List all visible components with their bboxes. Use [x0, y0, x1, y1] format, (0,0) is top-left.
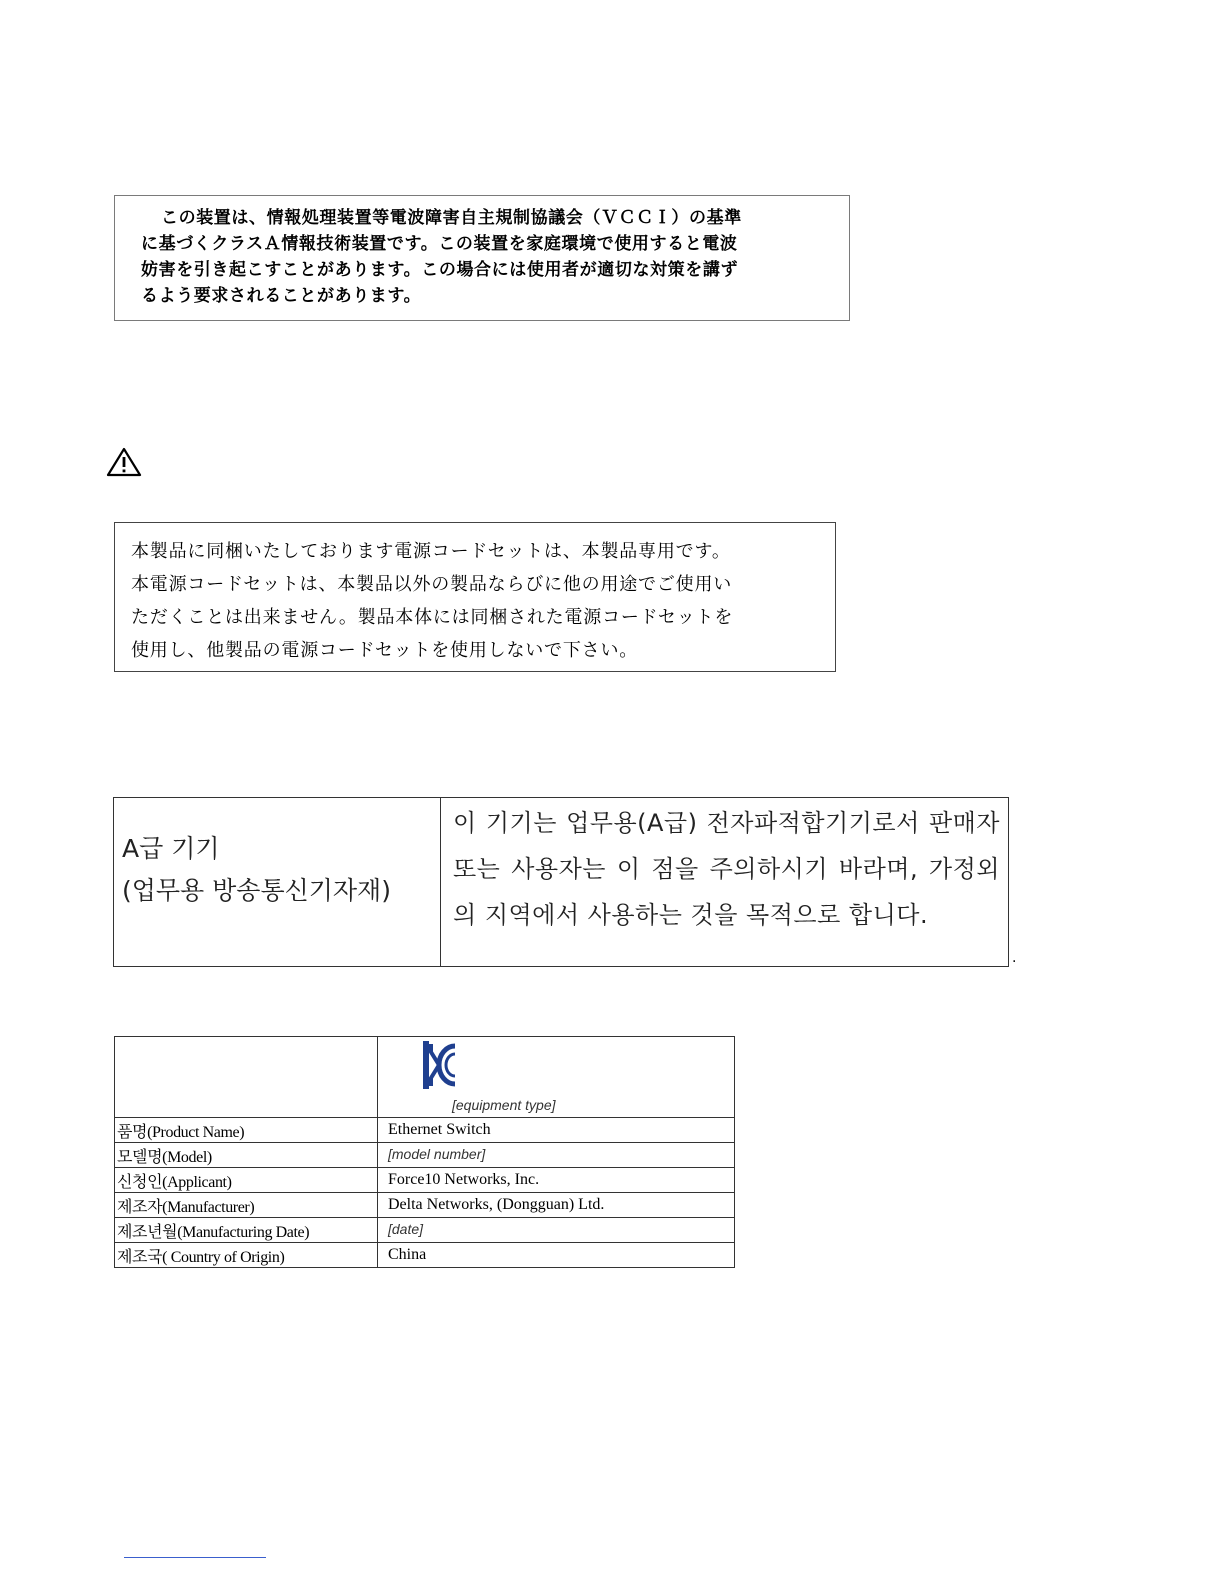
date-placeholder: [date]	[388, 1221, 424, 1237]
vcci-line-4: るよう要求されることがあります。	[141, 286, 422, 306]
kc-label-en: ( Country of Origin)	[162, 1248, 285, 1266]
vcci-line-3: 妨害を引き起こすことがあります。この場合には使用者が適切な対策を講ず	[141, 260, 739, 280]
kc-label-en: (Product Name)	[147, 1123, 245, 1141]
kc-row-manufacturer	[115, 1193, 735, 1218]
cord-line-1: 本製品に同梱いたしております電源コードセットは、本製品専用です。	[131, 541, 731, 562]
class-a-sublabel: (업무용 방송통신기자재)	[122, 876, 391, 905]
class-a-statement: 이 기기는 업무용(A급) 전자파적합기기로서 판매자 또는 사용자는 이 점을 주의하시기 바라며, 가정외의 지역에서 사용하는 것을 목적으로 합니다.	[453, 809, 1000, 929]
power-cord-notice-text	[131, 535, 819, 667]
kc-label-ko: 제조자	[117, 1198, 163, 1216]
cord-line-4: 使用し、他製品の電源コードセットを使用しないで下さい。	[131, 640, 639, 661]
kc-label	[115, 1193, 378, 1218]
kc-label-ko: 제조년월	[117, 1223, 178, 1241]
kc-label-ko: 품명	[117, 1123, 148, 1141]
kc-row-manufacturing-date	[115, 1218, 735, 1243]
kc-row-applicant	[115, 1168, 735, 1193]
kc-certification-logo	[422, 1040, 456, 1090]
kc-label	[115, 1168, 378, 1193]
class-a-label: A급 기기	[122, 834, 220, 863]
warning-triangle-icon	[106, 447, 142, 477]
kc-label-ko: 제조국	[117, 1248, 163, 1266]
footnote-separator	[124, 1557, 266, 1558]
cord-line-3: ただくことは出来ません。製品本体には同梱された電源コードセットを	[131, 607, 734, 628]
trailing-period: .	[1012, 950, 1017, 966]
kc-label-en: (Model)	[162, 1148, 212, 1166]
kc-value	[378, 1143, 735, 1168]
model-number-placeholder: [model number]	[388, 1146, 486, 1162]
kc-blank-cell	[115, 1037, 378, 1118]
kc-row-model	[115, 1143, 735, 1168]
class-a-label-cell	[114, 798, 441, 967]
kc-logo-cell	[378, 1037, 735, 1118]
kc-label	[115, 1118, 378, 1143]
vcci-line-2: に基づくクラスＡ情報技術装置です。この装置を家庭環境で使用すると電波	[141, 234, 738, 254]
power-cord-notice-box	[114, 522, 836, 672]
cord-line-2: 本電源コードセットは、本製品以外の製品ならびに他の用途でご使用い	[131, 574, 733, 595]
kc-certification-table	[114, 1036, 735, 1268]
class-a-statement-cell	[441, 798, 1009, 967]
kc-label-ko: 모델명	[117, 1148, 163, 1166]
kc-value: Ethernet Switch	[378, 1118, 735, 1143]
kc-label-en: (Manufacturer)	[162, 1198, 255, 1216]
kc-label	[115, 1143, 378, 1168]
kc-value: Delta Networks, (Dongguan) Ltd.	[378, 1193, 735, 1218]
vcci-line-1: この装置は、情報処理装置等電波障害自主規制協議会（ＶＣＣＩ）の基準	[161, 208, 742, 228]
vcci-notice-box	[114, 195, 850, 321]
kc-row-product-name	[115, 1118, 735, 1143]
equipment-type-placeholder: [equipment type]	[452, 1097, 556, 1113]
kc-label-ko: 신청인	[117, 1173, 163, 1191]
kc-value	[378, 1218, 735, 1243]
kc-label-en: (Manufacturing Date)	[177, 1223, 310, 1241]
kc-label	[115, 1218, 378, 1243]
kc-row-country-of-origin	[115, 1243, 735, 1268]
kc-value: Force10 Networks, Inc.	[378, 1168, 735, 1193]
korea-class-a-table	[113, 797, 1009, 967]
kc-label-en: (Applicant)	[162, 1173, 232, 1191]
kc-value: China	[378, 1243, 735, 1268]
vcci-notice-text	[141, 205, 825, 309]
kc-label	[115, 1243, 378, 1268]
